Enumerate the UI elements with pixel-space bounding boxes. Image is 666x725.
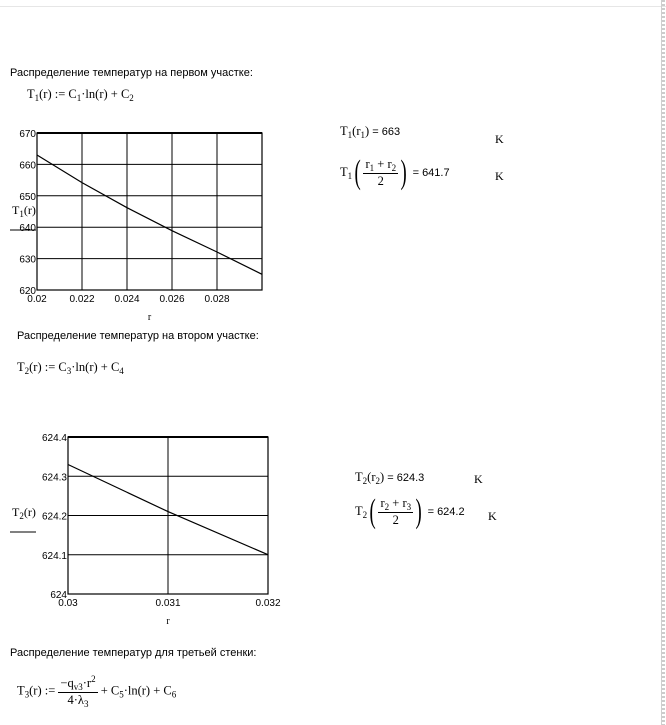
section2-heading[interactable]: Распределение температур на втором участке: [17, 330, 259, 342]
mean-r-fraction: $\frac{r_1 + r_2}{2}$ [365, 157, 397, 188]
y-tick-label: 624.4 [41, 433, 67, 444]
x-tick-label: 0.032 [255, 598, 281, 609]
y-axis-label: $T_2(r)$ [12, 505, 36, 521]
x-tick-label: 0.03 [58, 598, 78, 609]
section2-result-2[interactable]: $T_2$( $\frac{r_2 + r_3}{2}$ ) = 624.2 [355, 493, 465, 530]
section2-result-1[interactable]: $T_2(r_2) = 624.3$ [355, 470, 425, 486]
y-tick-label: 630 [19, 254, 36, 266]
worksheet-top-border [0, 0, 666, 7]
x-axis-label: r [166, 616, 170, 627]
y-tick-label: 624.2 [41, 511, 67, 523]
t1-mean-unit: K [495, 169, 504, 183]
series-line [37, 155, 262, 274]
y-tick-label: 670 [19, 129, 36, 140]
x-tick-label: 0.024 [114, 294, 140, 305]
section1-result-2[interactable]: $T_1$( $\frac{r_1 + r_2}{2}$ ) = 641.7 [340, 154, 450, 191]
t1-r1-unit: K [495, 132, 504, 146]
section2-definition[interactable]: $T_2(r)$ := $C_3\cdot\ln(r) + C_4$ [17, 360, 124, 376]
y-axis-label: $T_1(r)$ [12, 203, 36, 219]
t2-mean-value: 624.2 [437, 505, 465, 518]
x-tick-label: 0.028 [204, 294, 230, 305]
x-tick-label: 0.031 [155, 598, 181, 609]
scroll-edge[interactable] [662, 0, 665, 725]
t1-r1-value: 663 [381, 126, 401, 138]
plot-frame [37, 133, 262, 290]
section3-definition[interactable]: $T_3(r)$ := $\frac{-q_{v3}\cdot r^2}{4\cdot\lambda_3}$ + $C_5\cdot\ln(r) + C_6$ [17, 674, 177, 710]
t2-mean-unit: K [488, 509, 497, 523]
y-tick-label: 624.3 [41, 472, 67, 484]
section1-heading[interactable]: Распределение температур на первом участке: [10, 67, 253, 79]
y-tick-label: 624.1 [41, 550, 67, 562]
mean-r-fraction-2: $\frac{r_2 + r_3}{2}$ [380, 496, 412, 527]
section1-result-1[interactable]: $T_1(r_1) = 663$ [340, 124, 401, 140]
t2-r2-unit: K [474, 472, 483, 486]
x-tick-label: 0.022 [69, 294, 95, 305]
source-term-fraction: $\frac{-q_{v3}\cdot r^2}{4\cdot\lambda_3}$ [60, 674, 96, 710]
x-tick-label: 0.02 [27, 294, 47, 305]
x-axis-label: r [147, 312, 152, 323]
chart-t2[interactable] [0, 425, 300, 630]
x-tick-label: 0.026 [159, 294, 185, 305]
t1-mean-value: 641.7 [422, 166, 450, 179]
t2-r2-value: 624.3 [396, 472, 425, 484]
chart-t1[interactable] [0, 118, 300, 328]
y-tick-label: 660 [19, 160, 36, 172]
y-tick-label: 624 [50, 590, 67, 601]
section1-definition[interactable]: $T_1(r)$ := $C_1\cdot\ln(r) + C_2$ [27, 87, 134, 103]
section3-heading[interactable]: Распределение температур для третьей стенки: [10, 647, 257, 659]
y-tick-label: 620 [19, 286, 36, 297]
y-tick-label: 640 [19, 223, 36, 235]
y-tick-label: 650 [19, 191, 36, 203]
